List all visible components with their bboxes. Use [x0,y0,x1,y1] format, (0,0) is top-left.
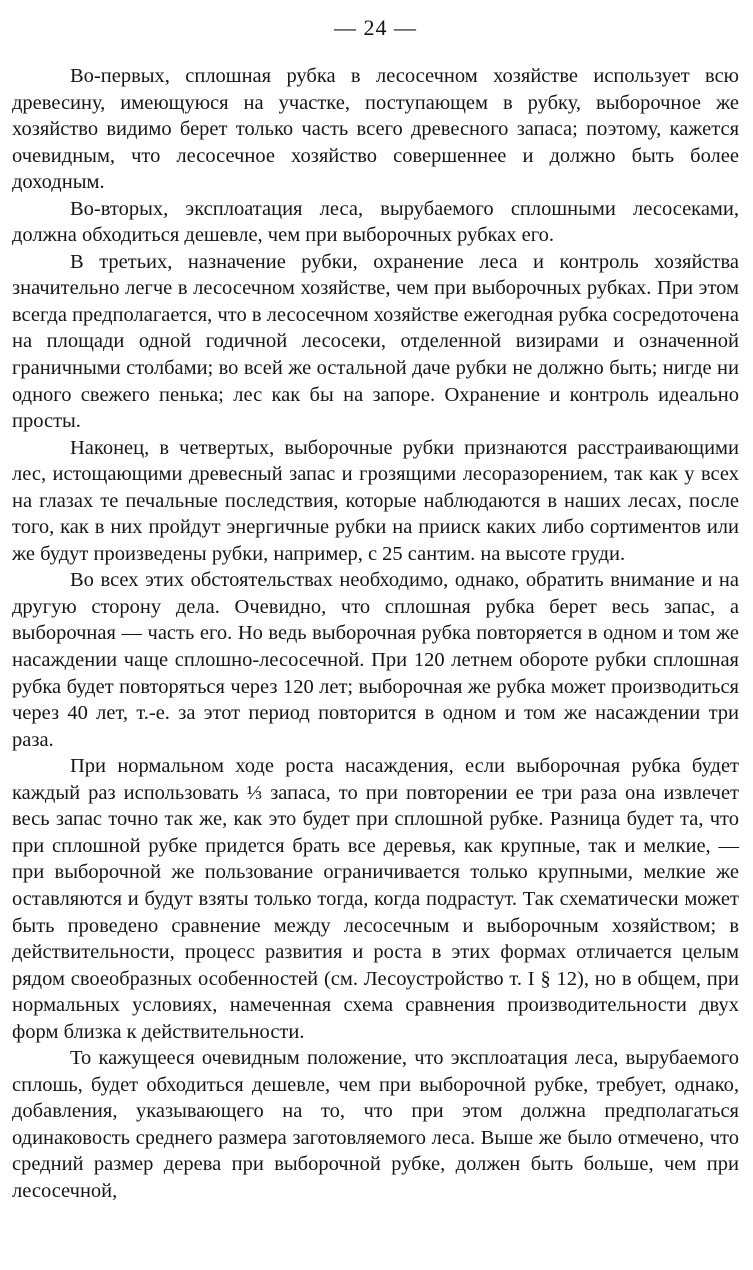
body-text [12,63,739,1205]
paragraph-second-reason: Во-вторых, эксплоатация леса, вырубаемого сплошными лесосеками, должна обходиться дешевле, чем при выборочных рубках его. [12,197,739,247]
paragraph-normal-growth: При нормальном ходе роста насаждения, если выборочная рубка будет каждый раз использовать ⅓ запаса, то при повторении ее три раза она извлечет весь запас точно так же, как это будет при сплошной рубке. Разница будет та, что при сплошной рубке придется брать все деревья, как крупные, так и мелкие, — при выборочной же пользование ограничивается только крупными, мелкие же оставляются и будут взяты только тогда, когда подрастут. Так схематически может быть проведено сравнение между лесосечным и выборочным хозяйством; в действительности, процесс развития и роста в этих формах отличается целым рядом своеобразных особенностей (см. Лесоустройство т. I § 12), но в общем, при нормальных условиях, намеченная схема сравнения производительности двух форм близка к действительности. [12,755,739,1043]
paragraph-first-reason: Во-первых, сплошная рубка в лесосечном хозяйстве использует всю древесину, имеющуюся на участке, поступающем в рубку, выборочное же хозяйство видимо берет только часть всего древесного запаса; поэтому, кажется очевидным, что лесосечное хозяйство совершеннее и должно быть более доходным. [12,65,739,194]
paragraph-third-reason: В третьих, назначение рубки, охранение леса и контроль хозяйства значительно легче в лесосечном хозяйстве, чем при выборочных рубках. При этом всегда предполагается, что в лесосечном хозяйстве ежегодная рубка сосредоточена на площади одной годичной лесосеки, отделенной визирами и означенной граничными столбами; во всей же остальной даче рубки не должно быть; нигде ни одного свежего пенька; лес как бы на запоре. Охранение и контроль идеально просты. [12,250,739,433]
paragraph-other-side: Во всех этих обстоятельствах необходимо, однако, обратить внимание и на другую сторону дела. Очевидно, что сплошная рубка берет весь запас, а выборочная — часть его. Но ведь выборочная рубка повторяется в одном и том же насаждении чаще сплошно-лесосечной. При 120 летнем обороте рубки сплошная рубка будет повторяться через 120 лет; выборочная же рубка может производиться через 40 лет, т.-е. за этот период повторится в одном и том же насаждении три раза. [12,569,739,751]
page-number: — 24 — [334,15,417,40]
paragraph-fourth-reason: Наконец, в четвертых, выборочные рубки признаются расстраивающими лес, истощающими древесный запас и грозящими лесоразорением, так как у всех на глазах те печальные последствия, которые наблюдаются в наших лесах, после того, как в них пройдут энергичные рубки на прииск каких либо сортиментов или же будут произведены рубки, например, с 25 сантим. на высоте груди. [12,436,739,565]
paragraph-exploitation-cost: То кажущееся очевидным положение, что эксплоатация леса, вырубаемого сплошь, будет обходиться дешевле, чем при выборочной рубке, требует, однако, добавления, указывающего на то, что при этом должна предполагаться одинаковость среднего размера заготовляемого леса. Выше же было отмечено, что средний размер дерева при выборочной рубке, должен быть больше, чем при лесосечной, [12,1047,739,1202]
